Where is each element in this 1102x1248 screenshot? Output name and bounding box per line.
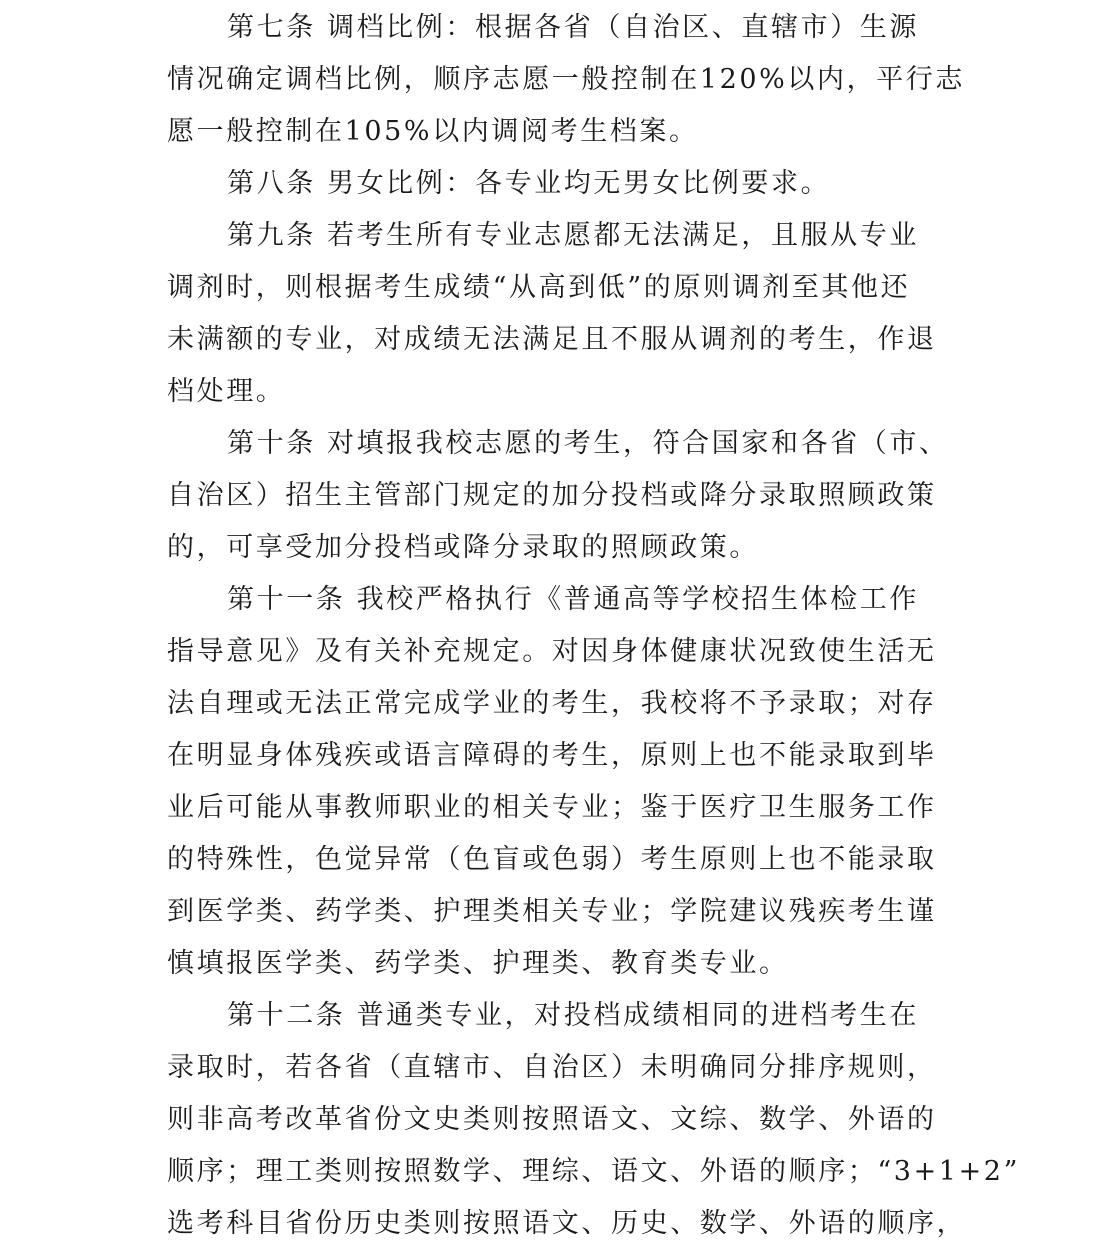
article-9-line-1: 第九条 若考生所有专业志愿都无法满足，且服从专业 (227, 220, 919, 251)
article-7-line-1: 第七条 调档比例：根据各省（自治区、直辖市）生源 (227, 12, 919, 43)
article-11-line-7: 到医学类、药学类、护理类相关专业；学院建议残疾考生谨 (167, 896, 937, 927)
article-12-line-4: 顺序；理工类则按照数学、理综、语文、外语的顺序；“3+1+2” (167, 1156, 1020, 1187)
article-10-line-3: 的，可享受加分投档或降分录取的照顾政策。 (167, 532, 759, 563)
article-11-line-3: 法自理或无法正常完成学业的考生，我校将不予录取；对存 (167, 688, 937, 719)
article-7-line-2: 情况确定调档比例，顺序志愿一般控制在120%以内，平行志 (167, 64, 965, 95)
article-10-line-1: 第十条 对填报我校志愿的考生，符合国家和各省（市、 (227, 428, 949, 459)
article-12-line-5: 选考科目省份历史类则按照语文、历史、数学、外语的顺序， (167, 1208, 967, 1239)
article-11-line-1: 第十一条 我校严格执行《普通高等学校招生体检工作 (227, 584, 919, 615)
article-12-line-1: 第十二条 普通类专业，对投档成绩相同的进档考生在 (227, 1000, 919, 1031)
article-10-line-2: 自治区）招生主管部门规定的加分投档或降分录取照顾政策 (167, 480, 937, 511)
article-11-line-5: 业后可能从事教师职业的相关专业；鉴于医疗卫生服务工作 (167, 792, 937, 823)
article-9-line-4: 档处理。 (167, 376, 286, 407)
article-11-line-4: 在明显身体残疾或语言障碍的考生，原则上也不能录取到毕 (167, 740, 937, 771)
article-7-line-3: 愿一般控制在105%以内调阅考生档案。 (167, 116, 699, 147)
article-12-line-2: 录取时，若各省（直辖市、自治区）未明确同分排序规则， (167, 1052, 937, 1083)
article-11-line-6: 的特殊性，色觉异常（色盲或色弱）考生原则上也不能录取 (167, 844, 937, 875)
article-11-line-8: 慎填报医学类、药学类、护理类、教育类专业。 (167, 948, 789, 979)
article-9-line-3: 未满额的专业，对成绩无法满足且不服从调剂的考生，作退 (167, 324, 937, 355)
article-8-line-1: 第八条 男女比例：各专业均无男女比例要求。 (227, 168, 831, 199)
article-9-line-2: 调剂时，则根据考生成绩“从高到低”的原则调剂至其他还 (167, 272, 911, 303)
article-12-line-3: 则非高考改革省份文史类则按照语文、文综、数学、外语的 (167, 1104, 937, 1135)
article-11-line-2: 指导意见》及有关补充规定。对因身体健康状况致使生活无 (167, 636, 937, 667)
